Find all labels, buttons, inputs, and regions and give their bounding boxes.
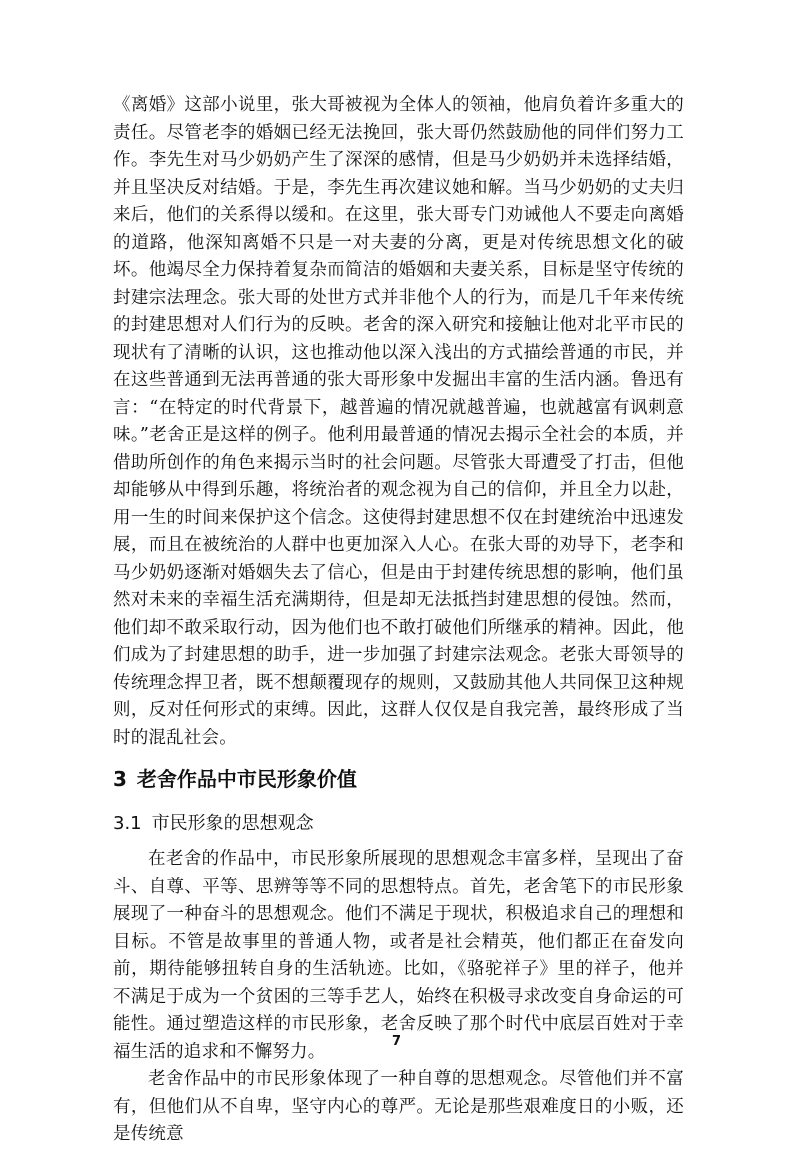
section-title: 市民形象的思想观念 bbox=[151, 813, 314, 834]
section-number: 3.1 bbox=[113, 813, 142, 834]
paragraph-lihun-analysis: 《离婚》这部小说里，张大哥被视为全体人的领袖，他肩负着许多重大的责任。尽管老李的婚姻已经无法挽回，张大哥仍然鼓励他的同伴们努力工作。李先生对马少奶奶产生了深深的感情，但是马少奶奶并未选择结婚，并且坚决反对结婚。于是，李先生再次建议她和解。当马少奶奶的丈夫归来后，他们的关系得以缓和。在这里，张大哥专门劝诫他人不要走向离婚的道路，他深知离婚不只是一对夫妻的分离，更是对传统思想文化的破坏。他竭尽全力保持着复杂而简洁的婚姻和夫妻关系，目标是坚守传统的封建宗法理念。张大哥的处世方式并非他个人的行为，而是几千年来传统的封建思想对人们行为的反映。老舍的深入研究和接触让他对北平市民的现状有了清晰的认识，这也推动他以深入浅出的方式描绘普通的市民，并在这些普通到无法再普通的张大哥形象中发掘出丰富的生活内涵。鲁迅有言：“在特定的时代背景下，越普遍的情况就越普遍，也就越富有讽刺意味。”老舍正是这样的例子。他利用最普通的情况去揭示全社会的本质，并借助所创作的角色来揭示当时的社会问题。尽管张大哥遭受了打击，但他却能够从中得到乐趣，将统治者的观念视为自己的信仰，并且全力以赴，用一生的时间来保护这个信念。这使得封建思想不仅在封建统治中迅速发展，而且在被统治的人群中也更加深入人心。在张大哥的劝导下，老李和马少奶奶逐渐对婚姻失去了信心，但是由于封建传统思想的影响，他们虽然对未来的幸福生活充满期待，但是却无法抵挡封建思想的侵蚀。然而，他们却不敢采取行动，因为他们也不敢打破他们所继承的精神。因此，他们成为了封建思想的助手，进一步加强了封建宗法观念。老张大哥领导的传统理念捍卫者，既不想颠覆现存的规则，又鼓励其他人共同保卫这种规则，反对任何形式的束缚。因此，这群人仅仅是自我完善，最终形成了当时的混乱社会。 bbox=[113, 95, 684, 748]
chapter-heading bbox=[113, 762, 684, 796]
body-text bbox=[113, 92, 684, 1149]
chapter-title: 老舍作品中市民形象价值 bbox=[136, 767, 357, 791]
page-number: 7 bbox=[391, 1034, 402, 1049]
paragraph-thought-overview: 在老舍的作品中，市民形象所展现的思想观念丰富多样，呈现出了奋斗、自尊、平等、思辨等等不同的思想特点。首先，老舍笔下的市民形象展现了一种奋斗的思想观念。他们不满足于现状，积极追求自己的理想和目标。不管是故事里的普通人物，或者是社会精英，他们都正在奋发向前，期待能够扭转自身的生活轨迹。比如，《骆驼祥子》里的祥子，他并不满足于成为一个贫困的三等手艺人，始终在积极寻求改变自身命运的可能性。通过塑造这样的市民形象，老舍反映了那个时代中底层百姓对于幸福生活的追求和不懈努力。 bbox=[113, 849, 684, 1062]
section-heading bbox=[113, 808, 684, 840]
paragraph-self-respect: 老舍作品中的市民形象体现了一种自尊的思想观念。尽管他们并不富有，但他们从不自卑，坚守内心的尊严。无论是那些艰难度日的小贩，还是传统意 bbox=[113, 1069, 684, 1144]
chapter-number: 3 bbox=[113, 767, 127, 791]
